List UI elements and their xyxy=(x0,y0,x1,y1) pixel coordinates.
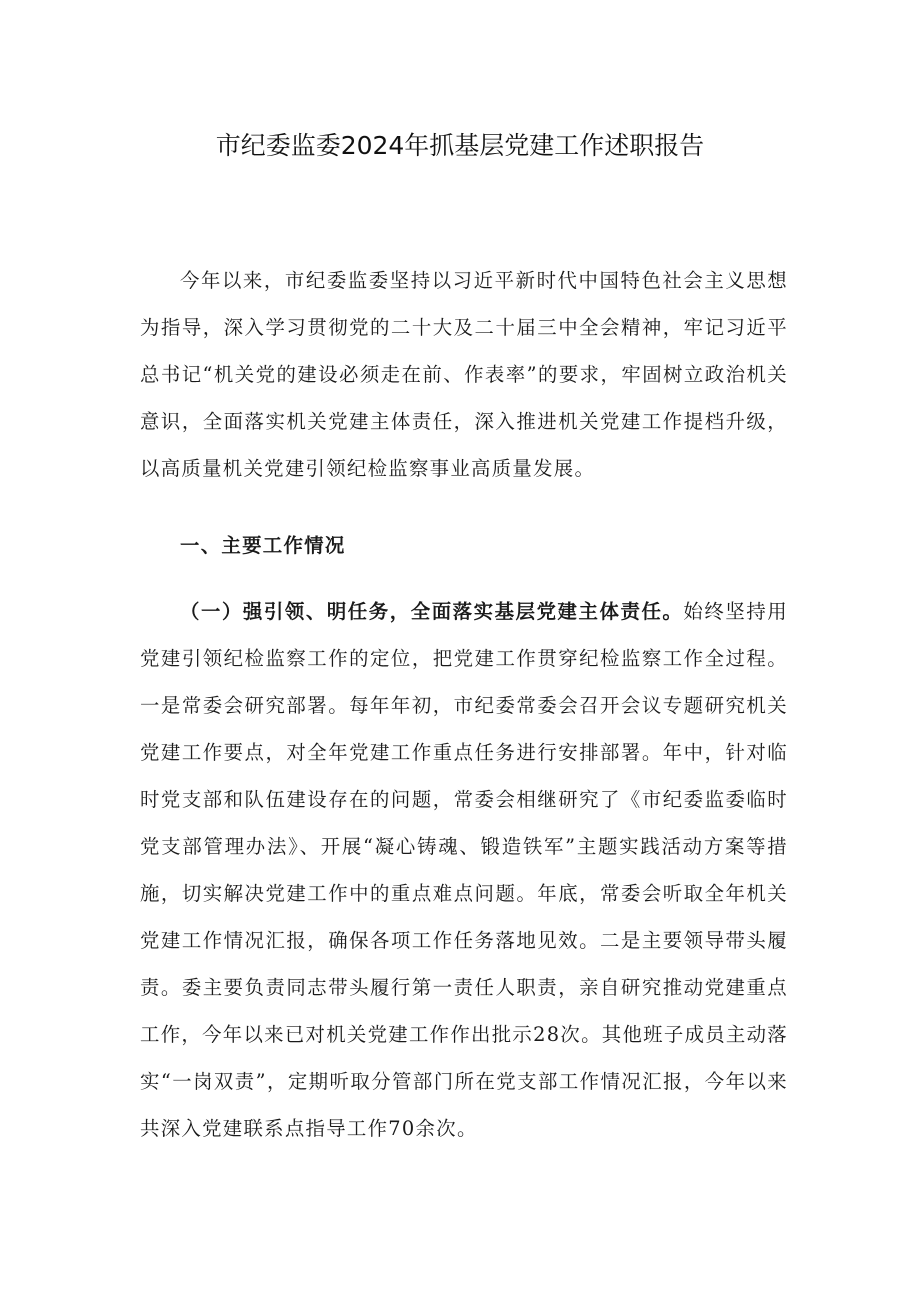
intro-paragraph: 今年以来，市纪委监委坚持以习近平新时代中国特色社会主义思想为指导，深入学习贯彻党的二十大及二十届三中全会精神，牢记习近平总书记“机关党的建设必须走在前、作表率”的要求，牢固树立政治机关意识，全面落实机关党建主体责任，深入推进机关党建工作提档升级，以高质量机关党建引领纪检监察事业高质量发展。 xyxy=(140,269,788,480)
section-heading xyxy=(140,522,788,569)
subsection-paragraph xyxy=(140,588,788,1152)
subsection-body: 始终坚持用党建引领纪检监察工作的定位，把党建工作贯穿纪检监察工作全过程。一是常委会研究部署。每年年初，市纪委常委会召开会议专题研究机关党建工作要点，对全年党建工作重点任务进行安排部署。年中，针对临时党支部和队伍建设存在的问题，常委会相继研究了《市纪委监委临时党支部管理办法》、开展“凝心铸魂、锻造铁军”主题实践活动方案等措施，切实解决党建工作中的重点难点问题。年底，常委会听取全年机关党建工作情况汇报，确保各项工作任务落地见效。二是主要领导带头履责。委主要负责同志带头履行第一责任人职责，亲自研究推动党建重点工作，今年以来已对机关党建工作作出批示28次。其他班子成员主动落实“一岗双责”，定期听取分管部门所在党支部工作情况汇报，今年以来共深入党建联系点指导工作70余次。 xyxy=(140,600,788,1140)
section-heading-text: 一、主要工作情况 xyxy=(180,534,346,557)
document-title: 市纪委监委2024年抓基层党建工作述职报告 xyxy=(215,131,705,160)
subsection-lead: （一）强引领、明任务，全面落实基层党建主体责任。 xyxy=(180,600,684,623)
